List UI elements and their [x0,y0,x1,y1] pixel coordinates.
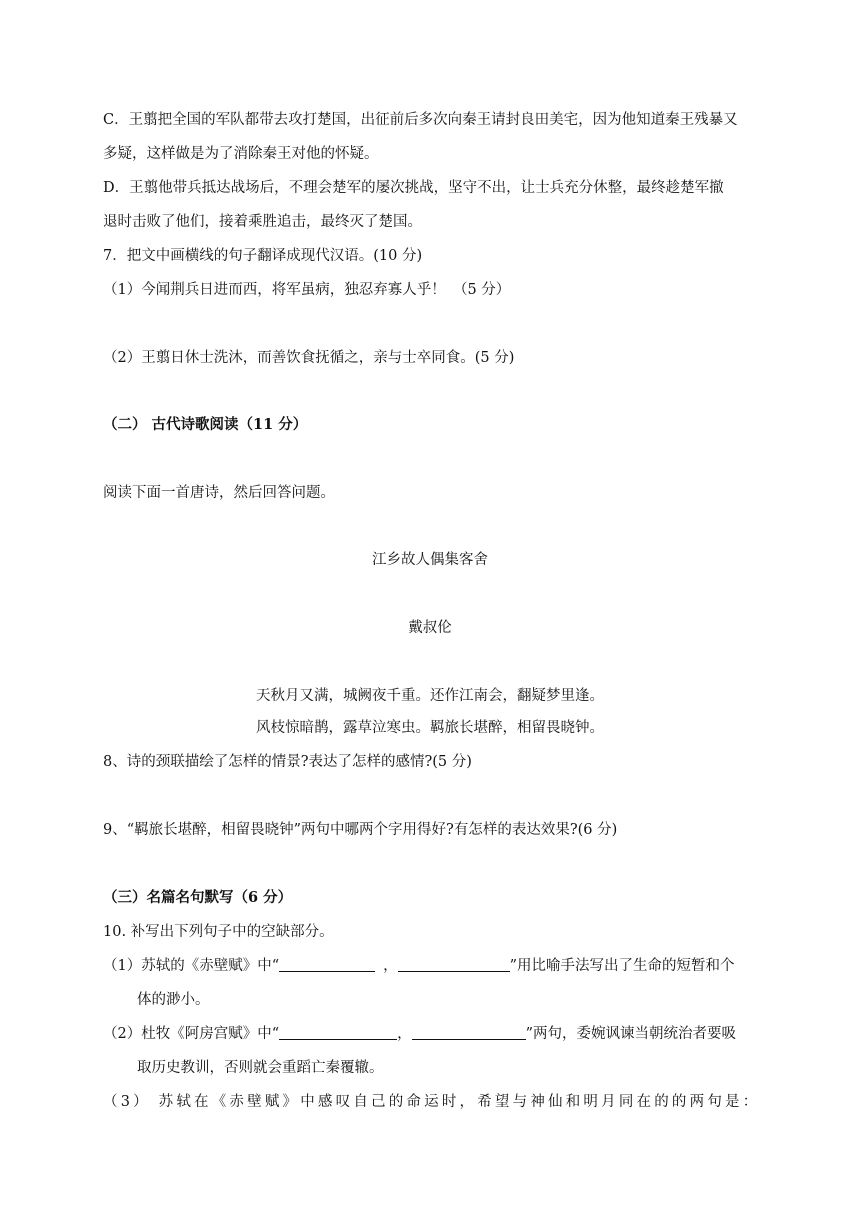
q10-item-1-prefix: （1）苏轼的《赤壁赋》中“ [103,958,280,974]
q8: 8、诗的颈联描绘了怎样的情景?表达了怎样的感情?(5 分) [103,754,472,770]
fill-blank-3[interactable] [279,1024,397,1040]
q10-item-1-suffix: ”用比喻手法写出了生命的短暂和个 [509,958,735,974]
q10-item-2-prefix: （2）杜牧《阿房宫赋》中“ [103,1026,280,1042]
section-3-heading: （三）名篇名句默写（6 分） [103,889,293,906]
fill-blank-2[interactable] [398,956,510,972]
q7-title: 7．把文中画横线的句子翻译成现代汉语。(10 分) [103,248,423,264]
q10-title: 10. 补写出下列句子中的空缺部分。 [103,924,334,940]
q10-item-2-comma: ， [397,1026,412,1042]
q7-sentence-2: （2）王翦日休士洗沐，而善饮食抚循之，亲与士卒同食。(5 分) [103,350,515,366]
q10-item-3: （3） 苏轼在《赤壁赋》中感叹自己的命运时，希望与神仙和明月同在的的两句是： [103,1094,761,1110]
q9: 9、“羁旅长堪醉，相留畏晓钟”两句中哪两个字用得好?有怎样的表达效果?(6 分) [103,822,618,838]
q10-item-2-suffix: ”两句，委婉讽谏当朝统治者要吸 [525,1026,737,1042]
poem-author: 戴叔伦 [408,620,452,636]
poem-title: 江乡故人偶集客舍 [372,552,488,568]
section-2-heading: （二） 古代诗歌阅读（11 分） [103,416,308,433]
q7-sentence-1: （1）今闻荆兵日进而西，将军虽病，独忍弃寡人乎！ （5 分） [103,282,511,298]
q10-item-1-comma: ， [383,958,398,974]
q10-item-1-cont: 体的渺小。 [137,992,210,1008]
poem-line-2: 风枝惊暗鹊，露草泣寒虫。羁旅长堪醉，相留畏晓钟。 [256,720,604,736]
q10-item-1 [103,956,735,976]
option-c-line-1: C．王翦把全国的军队都带去攻打楚国，出征前后多次向秦王请封良田美宅，因为他知道秦王残暴又 [103,112,738,128]
fill-blank-1[interactable] [279,956,375,972]
poem-line-1: 天秋月又满，城阙夜千重。还作江南会，翻疑梦里逢。 [256,688,604,704]
option-d-line-2: 退时击败了他们，接着乘胜追击，最终灭了楚国。 [103,214,422,230]
option-c-line-2: 多疑，这样做是为了消除秦王对他的怀疑。 [103,146,379,162]
q10-item-2-cont: 取历史教训，否则就会重蹈亡秦覆辙。 [137,1060,384,1076]
section-2-instruction: 阅读下面一首唐诗，然后回答问题。 [103,485,335,501]
option-d-line-1: D．王翦他带兵抵达战场后，不理会楚军的屡次挑战，坚守不出，让士兵充分休整，最终趁楚军撤 [103,180,724,196]
q10-item-2 [103,1024,736,1044]
fill-blank-4[interactable] [412,1024,526,1040]
